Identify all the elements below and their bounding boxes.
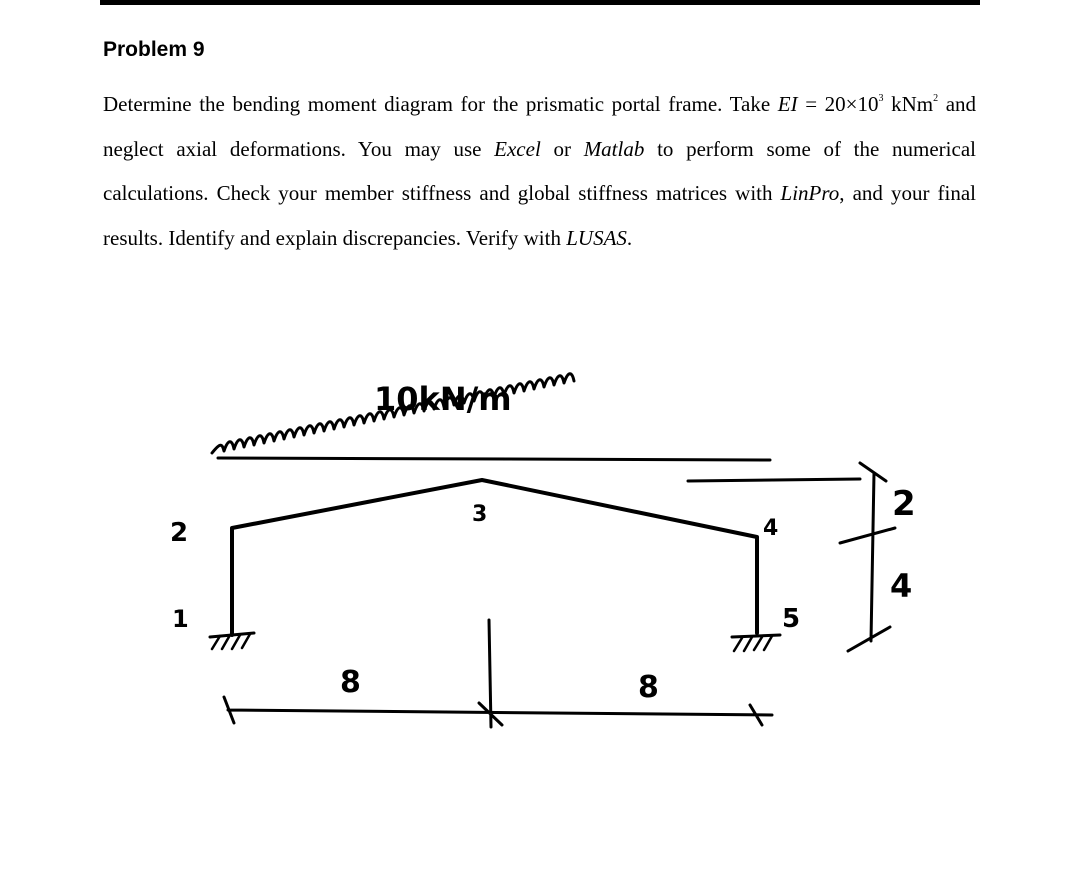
node-label-2: 2 xyxy=(170,518,189,548)
excel-name: Excel xyxy=(494,136,541,161)
node-label-1: 1 xyxy=(172,605,189,633)
lusas-name: LUSAS xyxy=(566,225,627,250)
left-support-icon xyxy=(210,633,254,649)
height-label-top: 2 xyxy=(892,484,916,524)
problem-statement xyxy=(103,82,976,260)
top-rule xyxy=(100,0,980,5)
node-label-4: 4 xyxy=(763,516,779,541)
load-underline xyxy=(218,458,770,460)
right-support-icon xyxy=(732,635,780,651)
statement-part-1: Determine the bending moment diagram for the prismatic portal frame. Take xyxy=(103,92,771,116)
height-label-bottom: 4 xyxy=(890,567,913,605)
span-label-right: 8 xyxy=(638,670,659,705)
node-label-3: 3 xyxy=(472,502,488,527)
problem-title: Problem 9 xyxy=(103,38,205,61)
or-text: or xyxy=(540,136,584,161)
statement-part-5: . xyxy=(626,225,633,250)
ei-value: = 20×10 xyxy=(797,92,879,116)
ei-symbol: EI xyxy=(777,92,798,116)
frame-members xyxy=(232,480,757,635)
exponent-3: 3 xyxy=(878,93,884,104)
statement-part-3: to perform some of the numerical calculations. Check your member stiffness and global stiffness matrices with xyxy=(103,136,976,205)
statement-part-4: , and your final results. Identify and explain discrepancies. Verify with xyxy=(103,181,976,250)
portal-frame-sketch xyxy=(160,365,940,745)
statement-part-2: and neglect axial deformations. You may use xyxy=(103,92,977,161)
linpro-name: LinPro xyxy=(780,181,840,205)
horizontal-dimension-line xyxy=(224,620,772,727)
matlab-name: Matlab xyxy=(583,136,645,161)
exponent-2: 2 xyxy=(933,93,939,104)
node-label-5: 5 xyxy=(782,604,801,634)
span-label-left: 8 xyxy=(340,665,361,700)
ei-unit: kNm xyxy=(883,92,934,116)
load-label: 10kN/m xyxy=(374,380,512,418)
